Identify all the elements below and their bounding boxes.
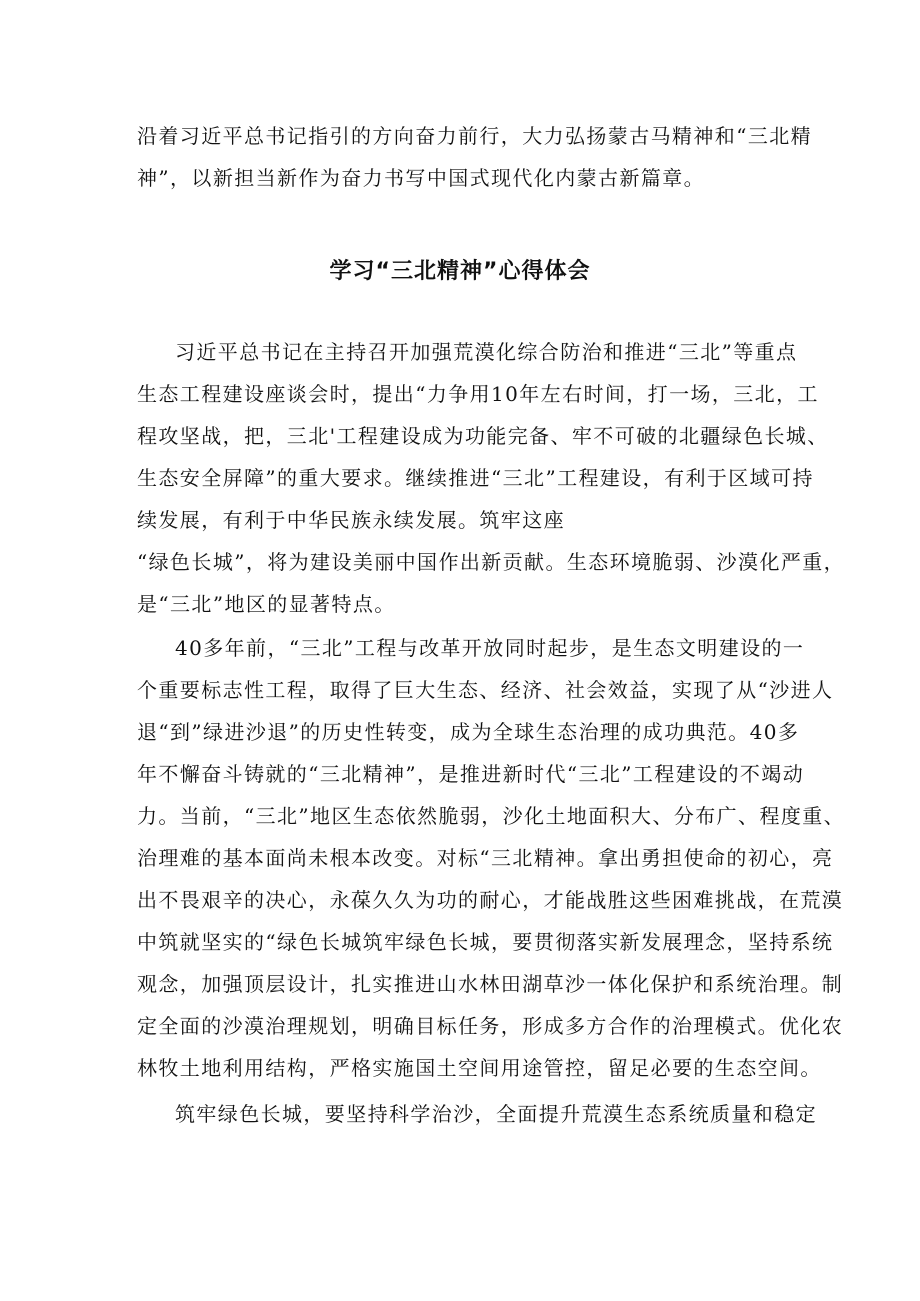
- paragraph2-line: 40多年前，“三北”工程与改革开放同时起步，是生态文明建设的一: [175, 636, 805, 660]
- paragraph2-line: 个重要标志性工程，取得了巨大生态、经济、社会效益，实现了从“沙进人: [137, 678, 834, 702]
- paragraph1-line: 习近平总书记在主持召开加强荒漠化综合防治和推进“三北”等重点: [175, 340, 798, 364]
- intro-line: 沿着习近平总书记指引的方向奋力前行，大力弘扬蒙古马精神和“三北精: [137, 124, 813, 148]
- paragraph2-line: 年不懈奋斗铸就的“三北精神”，是推进新时代“三北”工程建设的不竭动: [137, 762, 805, 786]
- paragraph1-line: 生态工程建设座谈会时，提出“力争用10年左右时间，打一场，三北，工: [137, 382, 819, 406]
- paragraph2-line: 出不畏艰辛的决心，永葆久久为功的耐心，才能战胜这些困难挑战，在荒漠: [137, 888, 844, 912]
- document-title: 学习“三北精神”心得体会: [329, 259, 591, 284]
- paragraph2-line: 退“到”绿进沙退”的历史性转变，成为全球生态治理的成功典范。40多: [137, 720, 800, 744]
- intro-line: 神”，以新担当新作为奋力书写中国式现代化内蒙古新篇章。: [137, 166, 706, 190]
- paragraph1-line: 生态安全屏障”的重大要求。继续推进“三北”工程建设，有利于区域可持: [137, 466, 814, 490]
- paragraph2-line: 定全面的沙漠治理规划，明确目标任务，形成多方合作的治理模式。优化农: [137, 1014, 844, 1038]
- paragraph2-line: 力。当前，“三北”地区生态依然脆弱，沙化土地面积大、分布广、程度重、: [137, 804, 846, 828]
- paragraph1-line: “绿色长城”，将为建设美丽中国作出新贡献。生态环境脆弱、沙漠化严重，: [137, 550, 846, 574]
- paragraph2-line: 中筑就坚实的“绿色长城筑牢绿色长城，要贯彻落实新发展理念，坚持系统: [137, 930, 834, 954]
- paragraph1-line: 续发展，有利于中华民族永续发展。筑牢这座: [137, 508, 565, 532]
- paragraph1-line: 是“三北”地区的显著特点。: [137, 592, 396, 616]
- paragraph2-line: 林牧土地利用结构，严格实施国土空间用途管控，留足必要的生态空间。: [137, 1056, 822, 1080]
- paragraph3-line: 筑牢绿色长城，要坚持科学治沙，全面提升荒漠生态系统质量和稳定: [175, 1102, 817, 1126]
- paragraph2-line: 治理难的基本面尚未根本改变。对标“三北精神。拿出勇担使命的初心，亮: [137, 846, 834, 870]
- paragraph2-line: 观念，加强顶层设计，扎实推进山水林田湖草沙一体化保护和系统治理。制: [137, 972, 844, 996]
- paragraph1-line: 程攻坚战，把，三北'工程建设成为功能完备、牢不可破的北疆绿色长城、: [137, 424, 829, 448]
